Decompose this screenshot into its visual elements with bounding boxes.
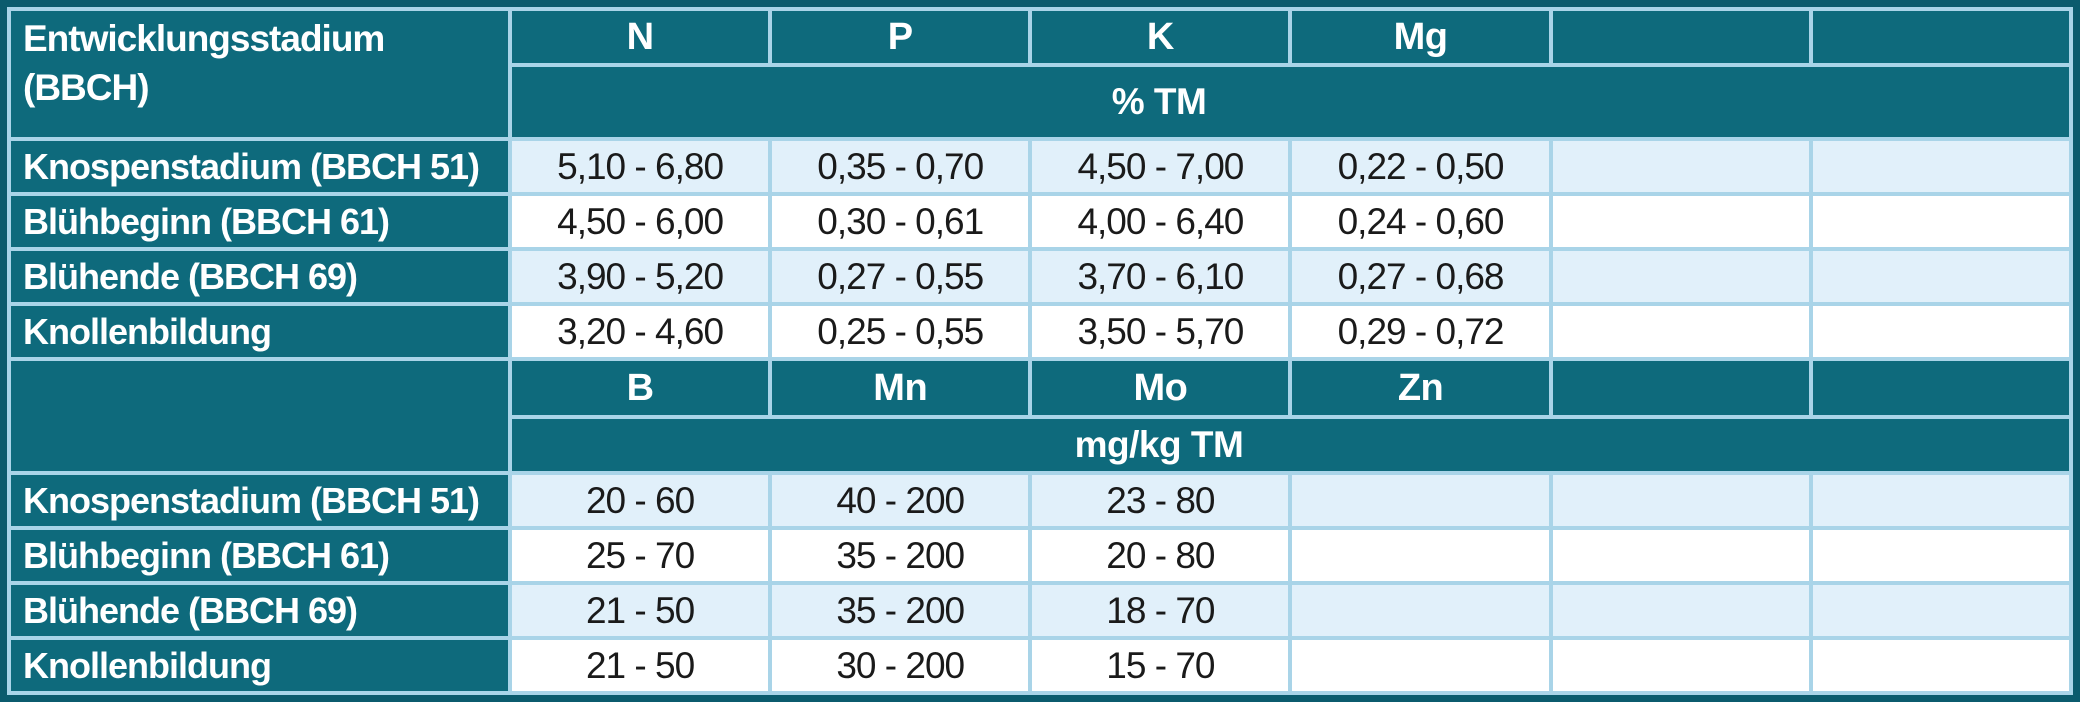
empty-cell xyxy=(1553,640,1809,691)
value-cell: 0,24 - 0,60 xyxy=(1292,196,1548,247)
corner-header xyxy=(11,11,508,137)
column-header-k: K xyxy=(1032,11,1288,63)
empty-cell xyxy=(1553,306,1809,357)
unit-label-percent-tm: % TM xyxy=(512,67,2069,137)
value-cell: 20 - 60 xyxy=(512,475,768,526)
empty-cell xyxy=(1553,196,1809,247)
value-cell: 3,90 - 5,20 xyxy=(512,251,768,302)
value-cell: 30 - 200 xyxy=(772,640,1028,691)
column-header-n: N xyxy=(512,11,768,63)
value-cell: 0,29 - 0,72 xyxy=(1292,306,1548,357)
row-label: Blühende (BBCH 69) xyxy=(11,585,508,636)
table-row xyxy=(11,640,2069,691)
row-label: Knospenstadium (BBCH 51) xyxy=(11,475,508,526)
empty-cell xyxy=(1813,585,2069,636)
table-row xyxy=(11,141,2069,192)
table-row xyxy=(11,251,2069,302)
value-cell: 0,35 - 0,70 xyxy=(772,141,1028,192)
empty-cell xyxy=(1553,530,1809,581)
column-header-p: P xyxy=(772,11,1028,63)
value-cell: 35 - 200 xyxy=(772,530,1028,581)
row-label: Blühende (BBCH 69) xyxy=(11,251,508,302)
value-cell: 5,10 - 6,80 xyxy=(512,141,768,192)
empty-cell xyxy=(1813,640,2069,691)
column-header-empty-1 xyxy=(1553,11,1809,63)
column-header-zn: Zn xyxy=(1292,361,1548,415)
row-label: Knospenstadium (BBCH 51) xyxy=(11,141,508,192)
empty-cell xyxy=(1292,475,1548,526)
value-cell: 0,22 - 0,50 xyxy=(1292,141,1548,192)
empty-cell xyxy=(1813,306,2069,357)
row-label: Blühbeginn (BBCH 61) xyxy=(11,530,508,581)
value-cell: 4,50 - 6,00 xyxy=(512,196,768,247)
table-row xyxy=(11,585,2069,636)
unit-label-mgkg-tm: mg/kg TM xyxy=(512,419,2069,471)
value-cell: 15 - 70 xyxy=(1032,640,1288,691)
nutrient-table xyxy=(7,7,2073,695)
column-header-empty-2 xyxy=(1813,11,2069,63)
value-cell: 40 - 200 xyxy=(772,475,1028,526)
row-label: Blühbeginn (BBCH 61) xyxy=(11,196,508,247)
value-cell: 21 - 50 xyxy=(512,640,768,691)
value-cell: 23 - 80 xyxy=(1032,475,1288,526)
row-label: Knollenbildung xyxy=(11,640,508,691)
row-label: Knollenbildung xyxy=(11,306,508,357)
value-cell: 4,50 - 7,00 xyxy=(1032,141,1288,192)
value-cell: 3,20 - 4,60 xyxy=(512,306,768,357)
value-cell: 21 - 50 xyxy=(512,585,768,636)
value-cell: 0,25 - 0,55 xyxy=(772,306,1028,357)
value-cell: 18 - 70 xyxy=(1032,585,1288,636)
column-header-mg: Mg xyxy=(1292,11,1548,63)
table-row xyxy=(11,530,2069,581)
empty-cell xyxy=(1553,475,1809,526)
empty-cell xyxy=(1553,585,1809,636)
column-header-empty-1 xyxy=(1553,361,1809,415)
table-row xyxy=(11,196,2069,247)
section1-symbol-header-row xyxy=(11,11,2069,63)
empty-cell xyxy=(1553,141,1809,192)
empty-cell xyxy=(1813,141,2069,192)
corner-spacer-cell xyxy=(11,361,508,471)
empty-cell xyxy=(1553,251,1809,302)
column-header-empty-2 xyxy=(1813,361,2069,415)
empty-cell xyxy=(1813,475,2069,526)
value-cell: 35 - 200 xyxy=(772,585,1028,636)
section2-symbol-header-row xyxy=(11,361,2069,415)
table-row xyxy=(11,475,2069,526)
table-row xyxy=(11,306,2069,357)
value-cell: 4,00 - 6,40 xyxy=(1032,196,1288,247)
value-cell: 0,27 - 0,68 xyxy=(1292,251,1548,302)
empty-cell xyxy=(1813,196,2069,247)
empty-cell xyxy=(1292,585,1548,636)
value-cell: 25 - 70 xyxy=(512,530,768,581)
value-cell: 0,27 - 0,55 xyxy=(772,251,1028,302)
empty-cell xyxy=(1292,640,1548,691)
corner-header-line2: (BBCH) xyxy=(23,66,149,108)
empty-cell xyxy=(1292,530,1548,581)
value-cell: 3,50 - 5,70 xyxy=(1032,306,1288,357)
column-header-mn: Mn xyxy=(772,361,1028,415)
column-header-b: B xyxy=(512,361,768,415)
corner-header-line1: Entwicklungsstadium xyxy=(23,18,385,59)
value-cell: 3,70 - 6,10 xyxy=(1032,251,1288,302)
value-cell: 0,30 - 0,61 xyxy=(772,196,1028,247)
column-header-mo: Mo xyxy=(1032,361,1288,415)
empty-cell xyxy=(1813,530,2069,581)
value-cell: 20 - 80 xyxy=(1032,530,1288,581)
empty-cell xyxy=(1813,251,2069,302)
